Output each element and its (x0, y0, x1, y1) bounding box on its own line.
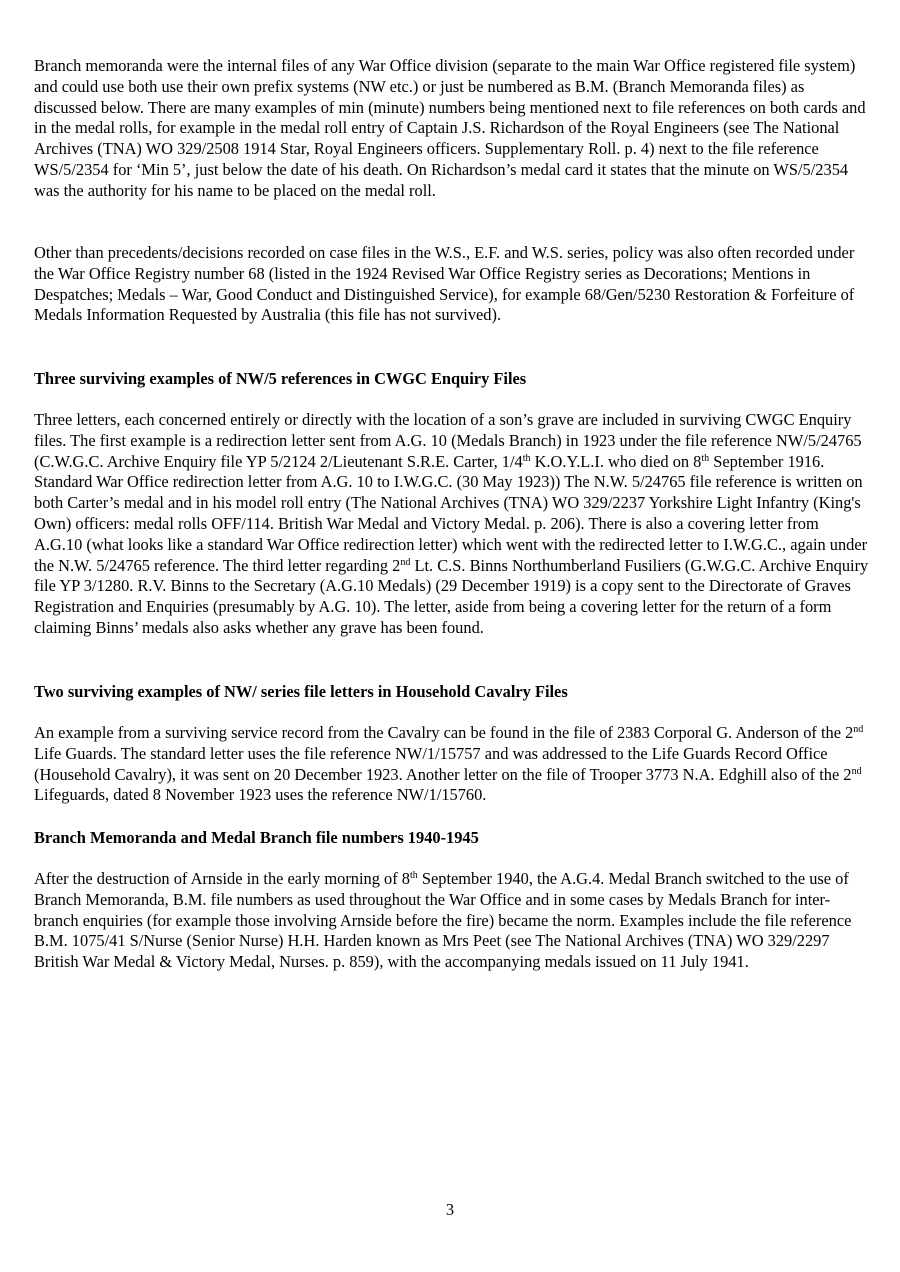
paragraph-policy-registry: Other than precedents/decisions recorded on case files in the W.S., E.F. and W.S. series, policy was also often recorded under the War Office Registry number 68 (listed in the 1924 Revised War Office Registry series as Decorations; Mentions in Despatches; Medals – War, Good Conduct and Distinguished Service), for example 68/Gen/5230 Restoration & Forfeiture of Medals Information Requested by Australia (this file has not survived). (34, 243, 855, 325)
heading-household-cavalry-files: Two surviving examples of NW/ series file letters in Household Cavalry Files (34, 682, 568, 701)
paragraph-branch-memoranda: Branch memoranda were the internal files of any War Office division (separate to the main War Office registered file system) and could use both use their own prefix systems (NW etc.) or just be numbered as B.M. (Branch Memoranda files) as discussed below. There are many examples of min (minute) numbers being mentioned next to file references on both cards and in the medal rolls, for example in the medal roll entry of Captain J.S. Richardson of the Royal Engineers (see The National Archives (TNA) WO 329/2508 1914 Star, Royal Engineers officers. Supplementary Roll. p. 4) next to the file reference WS/5/2354 for ‘Min 5’, just below the date of his death. On Richardson’s medal card it states that the minute on WS/5/2354 was the authority for his name to be placed on the medal roll. (34, 56, 866, 200)
page-number: 3 (445, 1200, 455, 1219)
paragraph-arnside-fire: After the destruction of Arnside in the early morning of 8th September 1940, the A.G.4. Medal Branch switched to the use of Branch Memoranda, B.M. file numbers as used throughout the War Office and in some cases by Medals Branch for inter-branch enquiries (for example those involving Arnside before the fire) became the norm. Examples include the file reference B.M. 1075/41 S/Nurse (Senior Nurse) H.H. Harden known as Mrs Peet (see The National Archives (TNA) WO 329/2297 British War Medal & Victory Medal, Nurses. p. 859), with the accompanying medals issued on 11 July 1941. (34, 869, 852, 972)
paragraph-cwgc-letters: Three letters, each concerned entirely or directly with the location of a son’s grave are included in surviving CWGC Enquiry files. The first example is a redirection letter sent from A.G. 10 (Medals Branch) in 1923 under the file reference NW/5/24765 (C.W.G.C. Archive Enquiry file YP 5/2124 2/Lieutenant S.R.E. Carter, 1/4th K.O.Y.L.I. who died on 8th September 1916. Standard War Office redirection letter from A.G. 10 to I.W.G.C. (30 May 1923)) The N.W. 5/24765 file reference is written on both Carter’s medal and in his model roll entry (The National Archives (TNA) WO 329/2237 Yorkshire Light Infantry (King's Own) officers: medal rolls OFF/114. British War Medal and Victory Medal. p. 206). There is also a covering letter from A.G.10 (what looks like a standard War Office redirection letter) which went with the redirected letter to I.W.G.C., again under the N.W. 5/24765 reference. The third letter regarding 2nd Lt. C.S. Binns Northumberland Fusiliers (G.W.G.C. Archive Enquiry file YP 3/1280. R.V. Binns to the Secretary (A.G.10 Medals) (29 December 1919) is a copy sent to the Directorate of Graves Registration and Enquiries (presumably by A.G. 10). The letter, aside from being a covering letter for the return of a form claiming Binns’ medals also asks whether any grave has been found. (34, 410, 869, 637)
heading-cwgc-enquiry-files: Three surviving examples of NW/5 references in CWGC Enquiry Files (34, 369, 527, 388)
heading-branch-memoranda-1940-1945: Branch Memoranda and Medal Branch file numbers 1940-1945 (34, 828, 479, 847)
paragraph-cavalry-letters: An example from a surviving service record from the Cavalry can be found in the file of 2383 Corporal G. Anderson of the 2nd Life Guards. The standard letter uses the file reference NW/1/15757 and was addressed to the Life Guards Record Office (Household Cavalry), it was sent on 20 December 1923. Another letter on the file of Trooper 3773 N.A. Edghill also of the 2nd Lifeguards, dated 8 November 1923 uses the reference NW/1/15760. (34, 723, 864, 805)
